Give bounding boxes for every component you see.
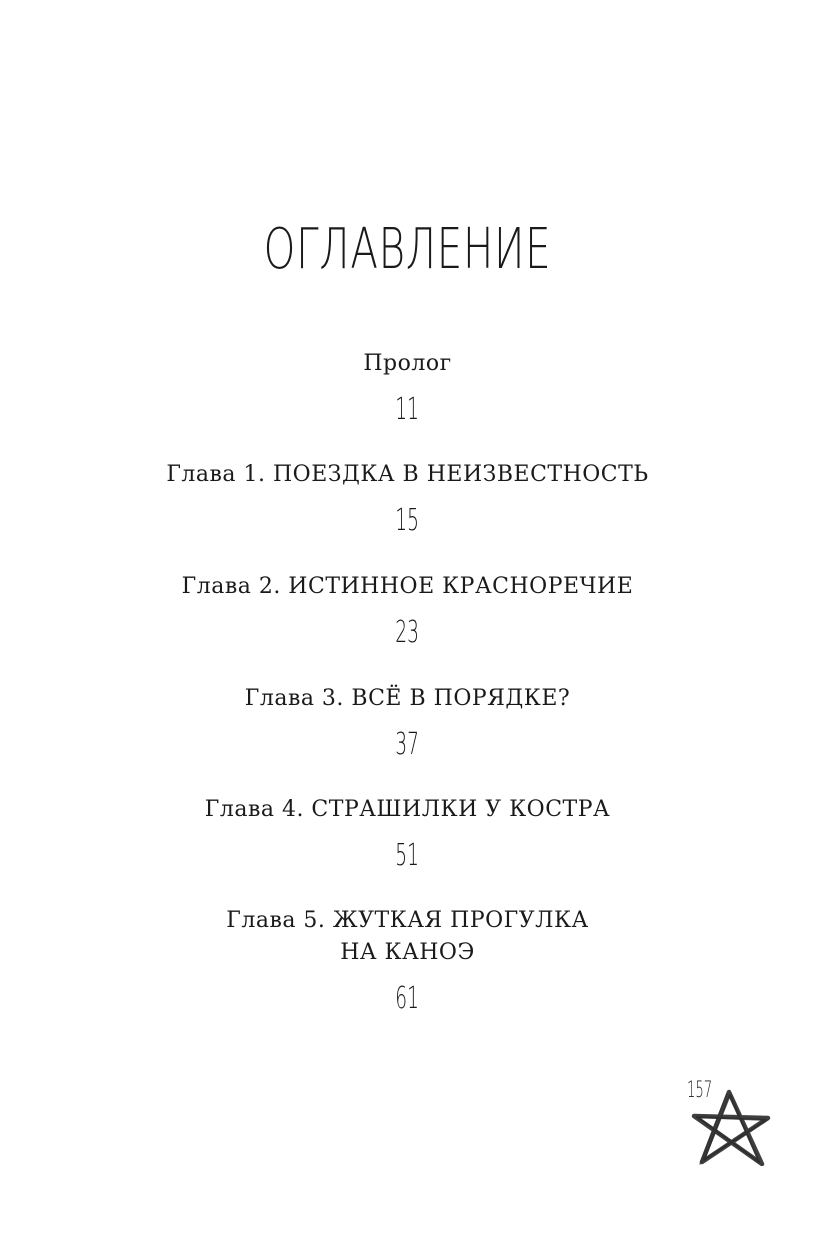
toc-entry-page: 37 <box>395 727 420 762</box>
toc-entry-label-line-1: Глава 5. ЖУТКАЯ ПРОГУЛКА <box>226 908 589 933</box>
toc-entry-label: Пролог <box>363 351 452 376</box>
toc-entry-prologue[interactable] <box>0 348 815 426</box>
toc-entry-label-line-2: НА КАНОЭ <box>340 940 475 965</box>
toc-entry-chapter-4[interactable] <box>0 794 815 872</box>
toc-entry-label: Глава 1. ПОЕЗДКА В НЕИЗВЕСТНОСТЬ <box>166 462 649 487</box>
page-number: 157 <box>687 1078 713 1103</box>
page-title: ОГЛАВЛЕНИЕ <box>263 217 552 282</box>
toc-entry-page: 61 <box>395 981 420 1016</box>
toc-entry-label: Глава 2. ИСТИННОЕ КРАСНОРЕЧИЕ <box>181 574 634 599</box>
toc-entry-page: 23 <box>395 615 420 650</box>
toc-entry-label: Глава 3. ВСЁ В ПОРЯДКЕ? <box>244 686 571 711</box>
toc-entry-chapter-5[interactable] <box>0 905 815 1015</box>
toc-entry-chapter-2[interactable] <box>0 571 815 649</box>
toc-entry-page: 51 <box>395 838 420 873</box>
toc-entry-chapter-1[interactable] <box>0 459 815 537</box>
toc-entry-page: 15 <box>395 503 420 538</box>
pentagram-icon <box>690 1086 772 1166</box>
toc-entry-chapter-3[interactable] <box>0 683 815 761</box>
toc-entry-label: Глава 4. СТРАШИЛКИ У КОСТРА <box>204 797 611 822</box>
toc-entry-page: 11 <box>395 392 420 427</box>
